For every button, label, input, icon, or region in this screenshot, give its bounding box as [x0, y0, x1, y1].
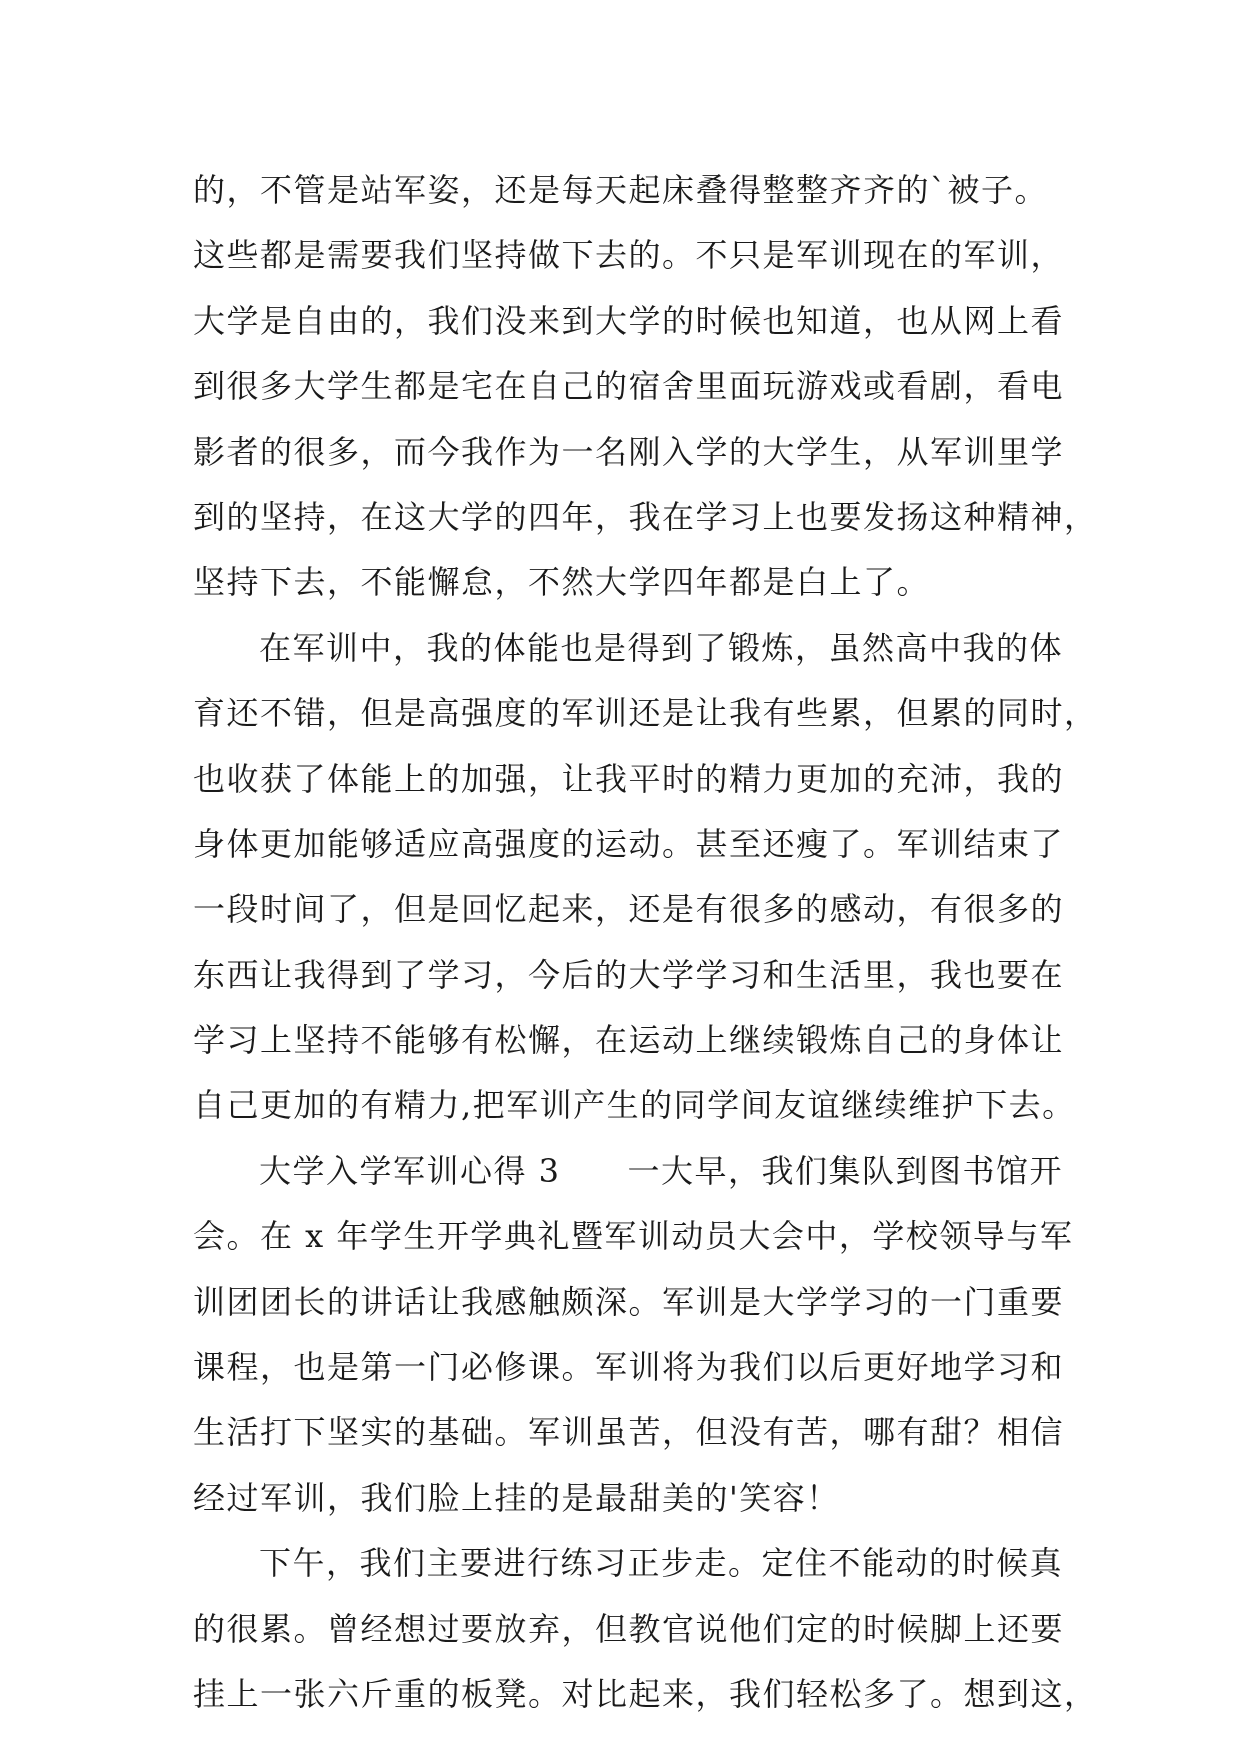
- text-line: 大学入学军训心得 3 一大早，我们集队到图书馆开: [259, 1151, 1064, 1190]
- text-line: 自己更加的有精力,把军训产生的同学间友谊继续维护下去。: [193, 1086, 1076, 1125]
- text-line: 会。在 x 年学生开学典礼暨军训动员大会中，学校领导与军: [193, 1217, 1074, 1256]
- text-line: 生活打下坚实的基础。军训虽苦，但没有苦，哪有甜？相信: [193, 1413, 1065, 1452]
- text-line: 身体更加能够适应高强度的运动。甚至还瘦了。军训结束了: [193, 824, 1065, 863]
- text-line: 影者的很多，而今我作为一名刚入学的大学生，从军训里学: [193, 432, 1065, 471]
- text-line: 课程，也是第一门必修课。军训将为我们以后更好地学习和: [193, 1348, 1065, 1387]
- text-line: 到的坚持，在这大学的四年，我在学习上也要发扬这种精神，: [193, 497, 1098, 536]
- body-text: [193, 158, 1098, 1727]
- text-line: 的很累。曾经想过要放弃，但教官说他们定的时候脚上还要: [193, 1609, 1065, 1648]
- text-line: 到很多大学生都是宅在自己的宿舍里面玩游戏或看剧，看电: [193, 367, 1065, 406]
- text-line: 育还不错，但是高强度的军训还是让我有些累，但累的同时，: [193, 694, 1098, 733]
- text-line: 一段时间了，但是回忆起来，还是有很多的感动，有很多的: [193, 890, 1065, 929]
- text-line: 这些都是需要我们坚持做下去的。不只是军训现在的军训，: [193, 236, 1065, 275]
- text-line: 学习上坚持不能够有松懈，在运动上继续锻炼自己的身体让: [193, 1021, 1065, 1060]
- text-line: 经过军训，我们脸上挂的是最甜美的'笑容！: [193, 1478, 840, 1517]
- text-line: 在军训中，我的体能也是得到了锻炼，虽然高中我的体: [259, 628, 1064, 667]
- text-line: 坚持下去，不能懈怠，不然大学四年都是白上了。: [193, 563, 931, 602]
- text-line: 的，不管是站军姿，还是每天起床叠得整整齐齐的`被子。: [193, 171, 1049, 209]
- text-line: 东西让我得到了学习，今后的大学学习和生活里，我也要在: [193, 955, 1065, 994]
- text-line: 挂上一张六斤重的板凳。对比起来，我们轻松多了。想到这，: [193, 1674, 1098, 1713]
- text-line: 训团团长的讲话让我感触颇深。军训是大学学习的一门重要: [193, 1282, 1065, 1321]
- text-line: 大学是自由的，我们没来到大学的时候也知道，也从网上看: [193, 301, 1065, 340]
- text-line: 也收获了体能上的加强，让我平时的精力更加的充沛，我的: [193, 759, 1065, 798]
- text-line: 下午，我们主要进行练习正步走。定住不能动的时候真: [259, 1544, 1064, 1583]
